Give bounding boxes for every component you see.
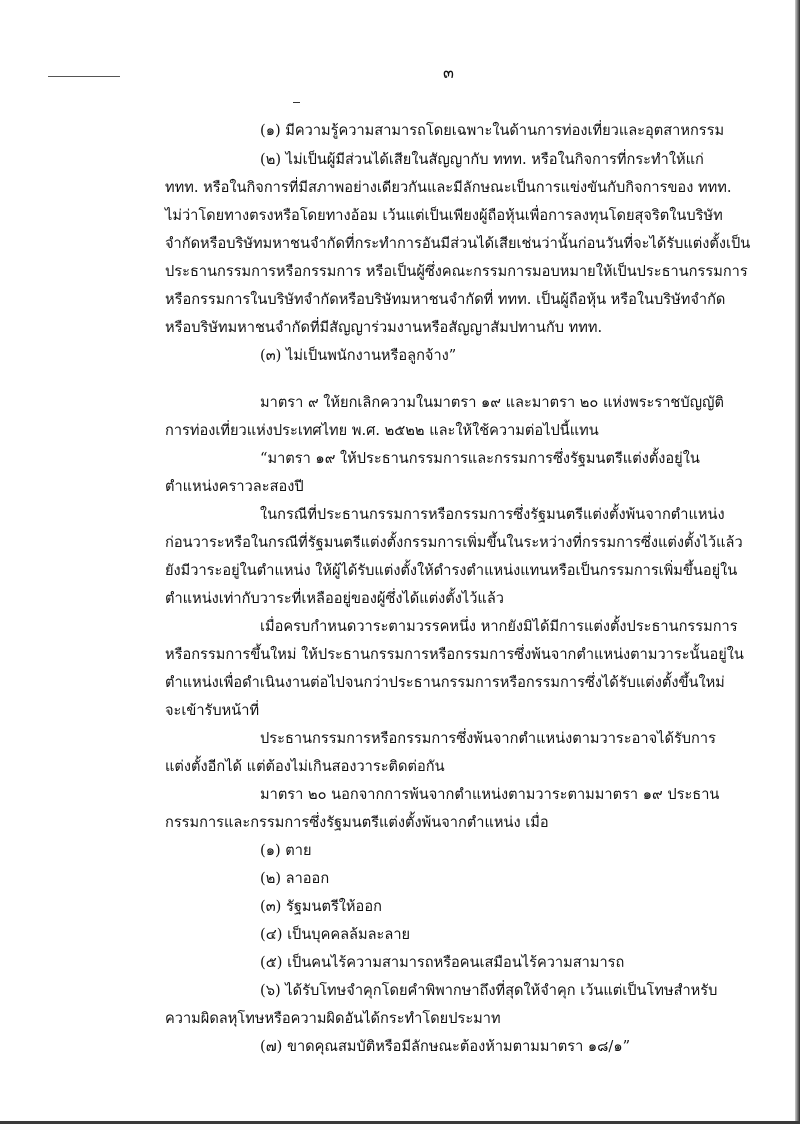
qualification-item-2: (๒) ไม่เป็นผู้มีส่วนได้เสียในสัญญากับ ททท. หรือในกิจการที่กระทำให้แก่ (260, 151, 704, 168)
termination-item-4: (๔) เป็นบุคคลล้มละลาย (260, 926, 411, 943)
qualification-item-3: (๓) ไม่เป็นพนักงานหรือลูกจ้าง” (260, 347, 457, 364)
body-line: ประธานกรรมการหรือกรรมการ หรือเป็นผู้ซึ่งคณะกรรมการมอบหมายให้เป็นประธานกรรมการ (165, 263, 748, 280)
body-line: หรือกรรมการในบริษัทจำกัดหรือบริษัทมหาชนจำกัดที่ ททท. เป็นผู้ถือหุ้น หรือในบริษัทจำกัด (165, 291, 726, 308)
body-line: ตำแหน่งเท่ากับวาระที่เหลืออยู่ของผู้ซึ่งได้แต่งตั้งไว้แล้ว (165, 590, 504, 607)
termination-item-6: (๖) ได้รับโทษจำคุกโดยคำพิพากษาถึงที่สุดให้จำคุก เว้นแต่เป็นโทษสำหรับ (260, 982, 718, 999)
paragraph-start: ประธานกรรมการหรือกรรมการซึ่งพ้นจากตำแหน่งตามวาระอาจได้รับการ (260, 730, 716, 747)
body-line: ก่อนวาระหรือในกรณีที่รัฐมนตรีแต่งตั้งกรรมการเพิ่มขึ้นในระหว่างที่กรรมการซึ่งแต่งตั้งไว้แล้ว (165, 534, 743, 551)
termination-item-3: (๓) รัฐมนตรีให้ออก (260, 898, 382, 915)
body-line: จะเข้ารับหน้าที่ (165, 702, 260, 719)
stray-mark (293, 102, 300, 103)
body-line: จำกัดหรือบริษัทมหาชนจำกัดที่กระทำการอันมีส่วนได้เสียเช่นว่านั้นก่อนวันที่จะได้รับแต่งตั้งเป็น (165, 235, 751, 252)
scan-edge-right (795, 0, 800, 1124)
termination-item-7: (๗) ขาดคุณสมบัติหรือมีลักษณะต้องห้ามตามมาตรา ๑๘/๑” (260, 1038, 631, 1055)
section-9-heading: มาตรา ๙ ให้ยกเลิกความในมาตรา ๑๙ และมาตรา ๒๐ แห่งพระราชบัญญัติ (260, 394, 724, 411)
body-line: ยังมีวาระอยู่ในตำแหน่ง ให้ผู้ได้รับแต่งตั้งให้ดำรงตำแหน่งแทนหรือเป็นกรรมการเพิ่มขึ้นอยู่ใน (165, 562, 738, 579)
termination-item-2: (๒) ลาออก (260, 870, 330, 887)
body-line: ไม่ว่าโดยทางตรงหรือโดยทางอ้อม เว้นแต่เป็นเพียงผู้ถือหุ้นเพื่อการลงทุนโดยสุจริตในบริษัท (165, 207, 723, 224)
body-line: ตำแหน่งคราวละสองปี (165, 478, 304, 495)
body-line: กรรมการและกรรมการซึ่งรัฐมนตรีแต่งตั้งพ้นจากตำแหน่ง เมื่อ (165, 814, 549, 831)
margin-line (48, 76, 120, 77)
termination-item-5: (๕) เป็นคนไร้ความสามารถหรือคนเสมือนไร้ความสามารถ (260, 954, 625, 971)
body-line: การท่องเที่ยวแห่งประเทศไทย พ.ศ. ๒๕๒๒ และให้ใช้ความต่อไปนี้แทน (165, 422, 599, 439)
section-19-heading: “มาตรา ๑๙ ให้ประธานกรรมการและกรรมการซึ่งรัฐมนตรีแต่งตั้งอยู่ใน (260, 450, 700, 467)
body-line: แต่งตั้งอีกได้ แต่ต้องไม่เกินสองวาระติดต่อกัน (165, 758, 445, 775)
body-line: ความผิดลหุโทษหรือความผิดอันได้กระทำโดยประมาท (165, 1010, 501, 1027)
body-line: หรือบริษัทมหาชนจำกัดที่มีสัญญาร่วมงานหรือสัญญาสัมปทานกับ ททท. (165, 319, 603, 336)
termination-item-1: (๑) ตาย (260, 842, 312, 859)
section-20-heading: มาตรา ๒๐ นอกจากการพ้นจากตำแหน่งตามวาระตามมาตรา ๑๙ ประธาน (260, 786, 720, 803)
body-line: ททท. หรือในกิจการที่มีสภาพอย่างเดียวกันและมีลักษณะเป็นการแข่งขันกับกิจการของ ททท. (165, 179, 732, 196)
body-line: หรือกรรมการขึ้นใหม่ ให้ประธานกรรมการหรือกรรมการซึ่งพ้นจากตำแหน่งตามวาระนั้นอยู่ใน (165, 646, 744, 663)
paragraph-start: ในกรณีที่ประธานกรรมการหรือกรรมการซึ่งรัฐมนตรีแต่งตั้งพ้นจากตำแหน่ง (260, 506, 725, 523)
body-line: ตำแหน่งเพื่อดำเนินงานต่อไปจนกว่าประธานกรรมการหรือกรรมการซึ่งได้รับแต่งตั้งขึ้นใหม่ (165, 674, 725, 691)
qualification-item-1: (๑) มีความรู้ความสามารถโดยเฉพาะในด้านการท่องเที่ยวและอุตสาหกรรม (260, 122, 725, 139)
page-number: ๓ (443, 63, 454, 82)
paragraph-start: เมื่อครบกำหนดวาระตามวรรคหนึ่ง หากยังมิได้มีการแต่งตั้งประธานกรรมการ (260, 618, 738, 635)
